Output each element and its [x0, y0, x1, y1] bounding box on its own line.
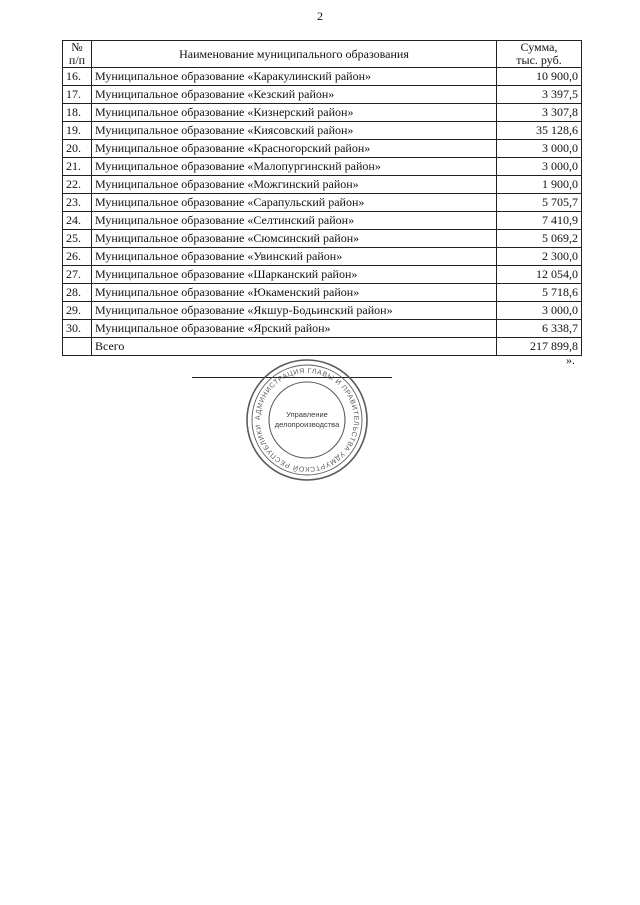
- row-name: Муниципальное образование «Якшур-Бодьинский район»: [92, 302, 497, 320]
- table-row: [63, 284, 582, 302]
- table-row: [63, 86, 582, 104]
- table-row: [63, 212, 582, 230]
- row-sum: 3 000,0: [497, 158, 582, 176]
- header-number-line1: №: [71, 40, 83, 54]
- table-row: [63, 104, 582, 122]
- row-sum: 1 900,0: [497, 176, 582, 194]
- row-number: 26.: [63, 248, 92, 266]
- row-name: Муниципальное образование «Ярский район»: [92, 320, 497, 338]
- row-name: Муниципальное образование «Юкаменский район»: [92, 284, 497, 302]
- row-name: Муниципальное образование «Можгинский район»: [92, 176, 497, 194]
- row-name: Муниципальное образование «Селтинский район»: [92, 212, 497, 230]
- row-name: Муниципальное образование «Увинский район»: [92, 248, 497, 266]
- row-sum: 5 069,2: [497, 230, 582, 248]
- row-name: Муниципальное образование «Шарканский район»: [92, 266, 497, 284]
- table-row: [63, 230, 582, 248]
- row-number: 27.: [63, 266, 92, 284]
- table-row: [63, 194, 582, 212]
- table-row: [63, 158, 582, 176]
- table-row: [63, 122, 582, 140]
- table-row: [63, 248, 582, 266]
- row-name: Муниципальное образование «Сюмсинский район»: [92, 230, 497, 248]
- header-sum: [497, 41, 582, 68]
- row-sum: 5 718,6: [497, 284, 582, 302]
- row-number: 30.: [63, 320, 92, 338]
- table-row: [63, 140, 582, 158]
- stamp-center-line2: делопроизводства: [274, 420, 340, 429]
- header-number-line2: п/п: [68, 53, 86, 67]
- row-sum: 10 900,0: [497, 68, 582, 86]
- row-number: 16.: [63, 68, 92, 86]
- row-number: 23.: [63, 194, 92, 212]
- row-sum: 3 000,0: [497, 302, 582, 320]
- row-sum: 3 000,0: [497, 140, 582, 158]
- row-number: 21.: [63, 158, 92, 176]
- allocation-table: [62, 40, 582, 356]
- table-header-row: [63, 41, 582, 68]
- row-number: 22.: [63, 176, 92, 194]
- row-number: 19.: [63, 122, 92, 140]
- table-row: [63, 176, 582, 194]
- row-sum: 2 300,0: [497, 248, 582, 266]
- row-sum: 5 705,7: [497, 194, 582, 212]
- row-number: 17.: [63, 86, 92, 104]
- total-empty-cell: [63, 338, 92, 356]
- row-name: Муниципальное образование «Красногорский район»: [92, 140, 497, 158]
- row-sum: 3 397,5: [497, 86, 582, 104]
- row-name: Муниципальное образование «Кизнерский район»: [92, 104, 497, 122]
- row-name: Муниципальное образование «Кезский район»: [92, 86, 497, 104]
- table-row: [63, 320, 582, 338]
- header-sum-line2: тыс. руб.: [516, 53, 562, 67]
- total-label: Всего: [92, 338, 497, 356]
- row-sum: 35 128,6: [497, 122, 582, 140]
- table-row: [63, 302, 582, 320]
- row-name: Муниципальное образование «Каракулинский район»: [92, 68, 497, 86]
- row-name: Муниципальное образование «Сарапульский район»: [92, 194, 497, 212]
- closing-quote: ».: [566, 353, 575, 367]
- row-sum: 3 307,8: [497, 104, 582, 122]
- header-number: [63, 41, 92, 68]
- row-name: Муниципальное образование «Киясовский район»: [92, 122, 497, 140]
- total-sum: 217 899,8: [497, 338, 582, 356]
- stamp-center-line1: Управление: [286, 410, 328, 419]
- header-name: Наименование муниципального образования: [92, 41, 497, 68]
- header-sum-line1: Сумма,: [520, 40, 558, 54]
- page-number: 2: [317, 9, 323, 23]
- table-row: [63, 266, 582, 284]
- row-number: 28.: [63, 284, 92, 302]
- table-body: [63, 68, 582, 356]
- row-sum: 12 054,0: [497, 266, 582, 284]
- row-sum: 6 338,7: [497, 320, 582, 338]
- row-name: Муниципальное образование «Малопургинский район»: [92, 158, 497, 176]
- table-total-row: [63, 338, 582, 356]
- row-number: 25.: [63, 230, 92, 248]
- official-stamp: [244, 357, 370, 483]
- row-number: 29.: [63, 302, 92, 320]
- table-row: [63, 68, 582, 86]
- row-number: 20.: [63, 140, 92, 158]
- row-number: 18.: [63, 104, 92, 122]
- row-sum: 7 410,9: [497, 212, 582, 230]
- row-number: 24.: [63, 212, 92, 230]
- stamp-ring-text: АДМИНИСТРАЦИЯ ГЛАВЫ И ПРАВИТЕЛЬСТВА УДМУРТСКОЙ РЕСПУБЛИКИ: [254, 367, 360, 473]
